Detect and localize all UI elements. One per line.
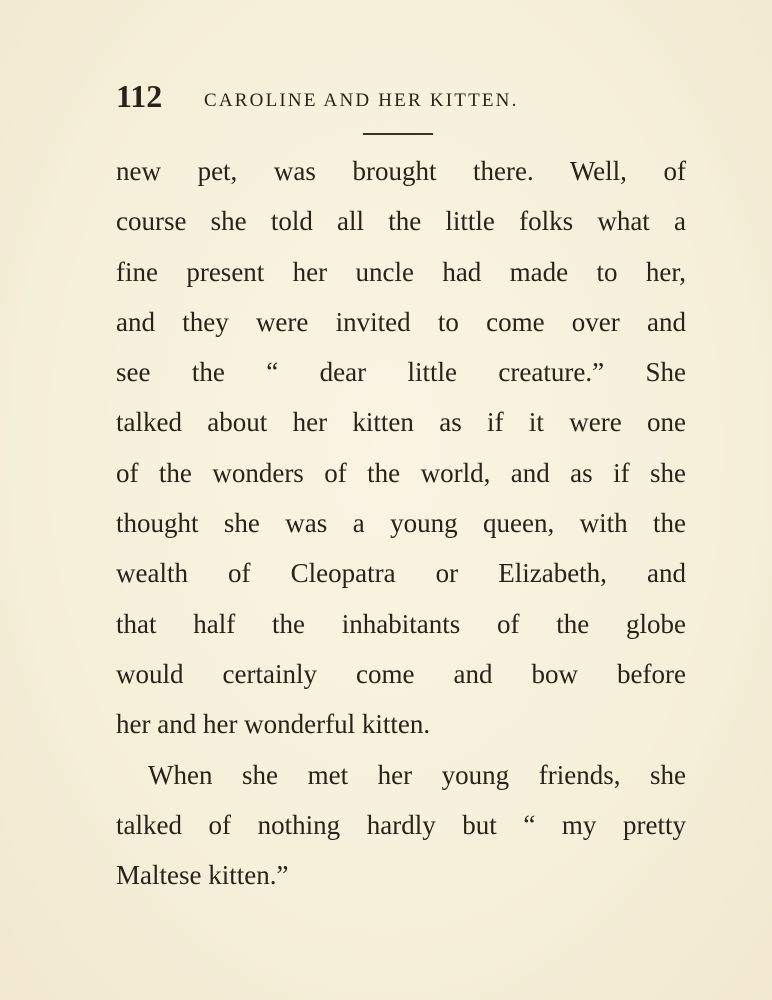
text-line: of the wonders of the world, and as if she — [116, 457, 686, 488]
header-rule — [363, 133, 433, 135]
text-line: course she told all the little folks what a — [116, 206, 686, 237]
body-text — [116, 146, 686, 900]
text-line: her and her wonderful kitten. — [116, 709, 431, 740]
text-line: that half the inhabitants of the globe — [116, 608, 686, 639]
text-line: When she met her young friends, she — [148, 759, 686, 790]
text-line: talked of nothing hardly but “ my pretty — [116, 809, 686, 840]
text-line: wealth of Cleopatra or Elizabeth, and — [116, 558, 686, 589]
text-line: Maltese kitten.” — [116, 860, 289, 891]
text-line: see the “ dear little creature.” She — [116, 357, 686, 388]
text-line: fine present her uncle had made to her, — [116, 256, 686, 287]
page-header — [116, 78, 686, 118]
text-line: talked about her kitten as if it were one — [116, 407, 686, 438]
running-title: CAROLINE AND HER KITTEN. — [204, 90, 519, 111]
page-number: 112 — [116, 78, 163, 114]
text-line: would certainly come and bow before — [116, 658, 686, 689]
text-line: and they were invited to come over and — [116, 306, 686, 337]
text-line: new pet, was brought there. Well, of — [116, 156, 686, 186]
text-line: thought she was a young queen, with the — [116, 508, 686, 539]
